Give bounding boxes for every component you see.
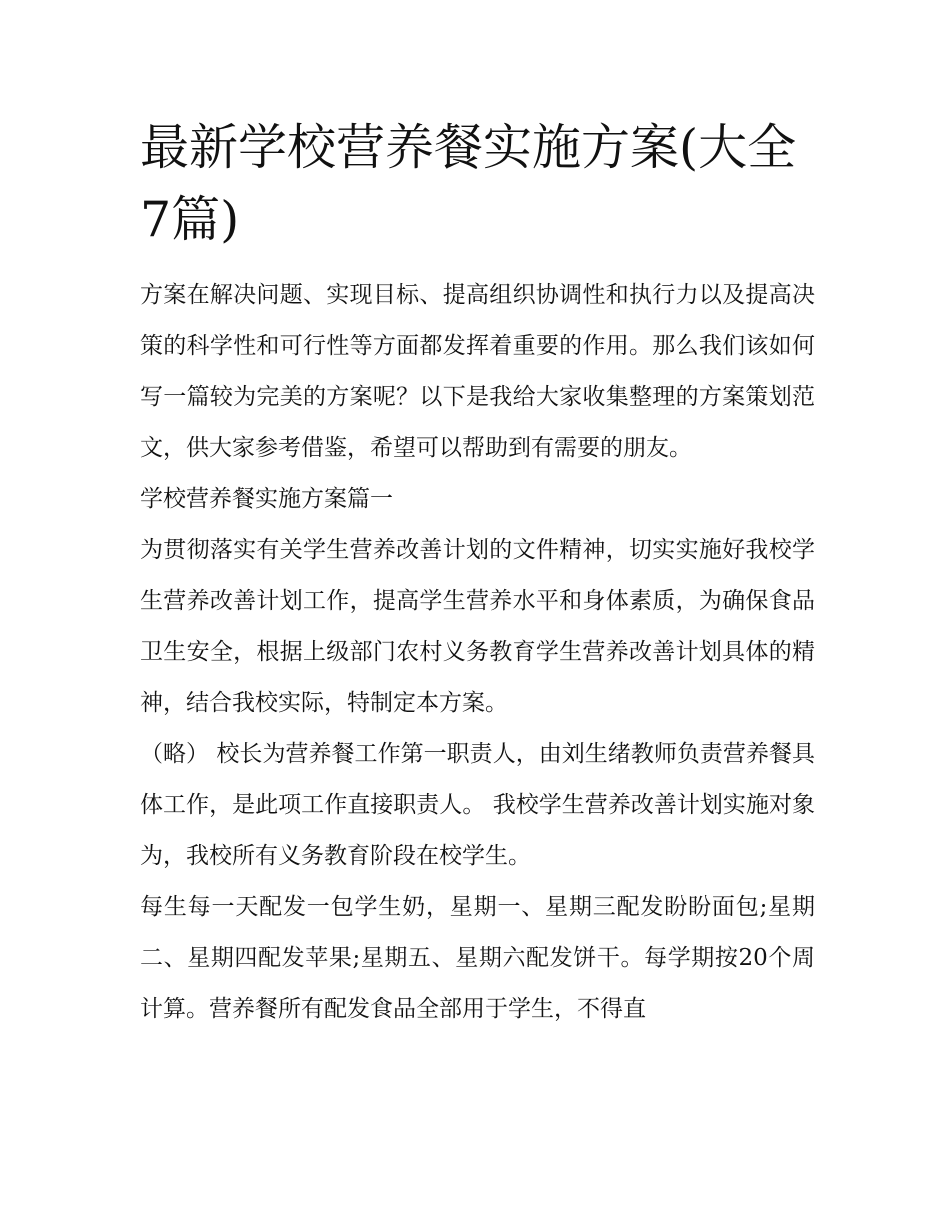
body-paragraph-2: （略） 校长为营养餐工作第一职责人，由刘生绪教师负责营养餐具体工作，是此项工作直接职责人。 我校学生营养改善计划实施对象为，我校所有义务教育阶段在校学生。 [140, 741, 815, 869]
intro-paragraph: 方案在解决问题、实现目标、提高组织协调性和执行力以及提高决策的科学性和可行性等方面都发挥着重要的作用。那么我们该如何写一篇较为完美的方案呢？以下是我给大家收集整理的方案策划范文，供大家参考借鉴，希望可以帮助到有需要的朋友。 [140, 282, 815, 461]
body-paragraph-3: 每生每一天配发一包学生奶，星期一、星期三配发盼盼面包;星期二、星期四配发苹果;星期五、星期六配发饼干。每学期按20个周计算。营养餐所有配发食品全部用于学生，不得直 [140, 894, 815, 1022]
document-body [140, 270, 815, 1035]
body-paragraph-1: 为贯彻落实有关学生营养改善计划的文件精神，切实实施好我校学生营养改善计划工作，提高学生营养水平和身体素质，为确保食品卫生安全，根据上级部门农村义务教育学生营养改善计划具体的精神，结合我校实际，特制定本方案。 [140, 537, 815, 716]
section-heading: 学校营养餐实施方案篇一 [140, 486, 393, 512]
document-title: 最新学校营养餐实施方案(大全7篇) [140, 119, 797, 248]
document-page [140, 112, 815, 1035]
